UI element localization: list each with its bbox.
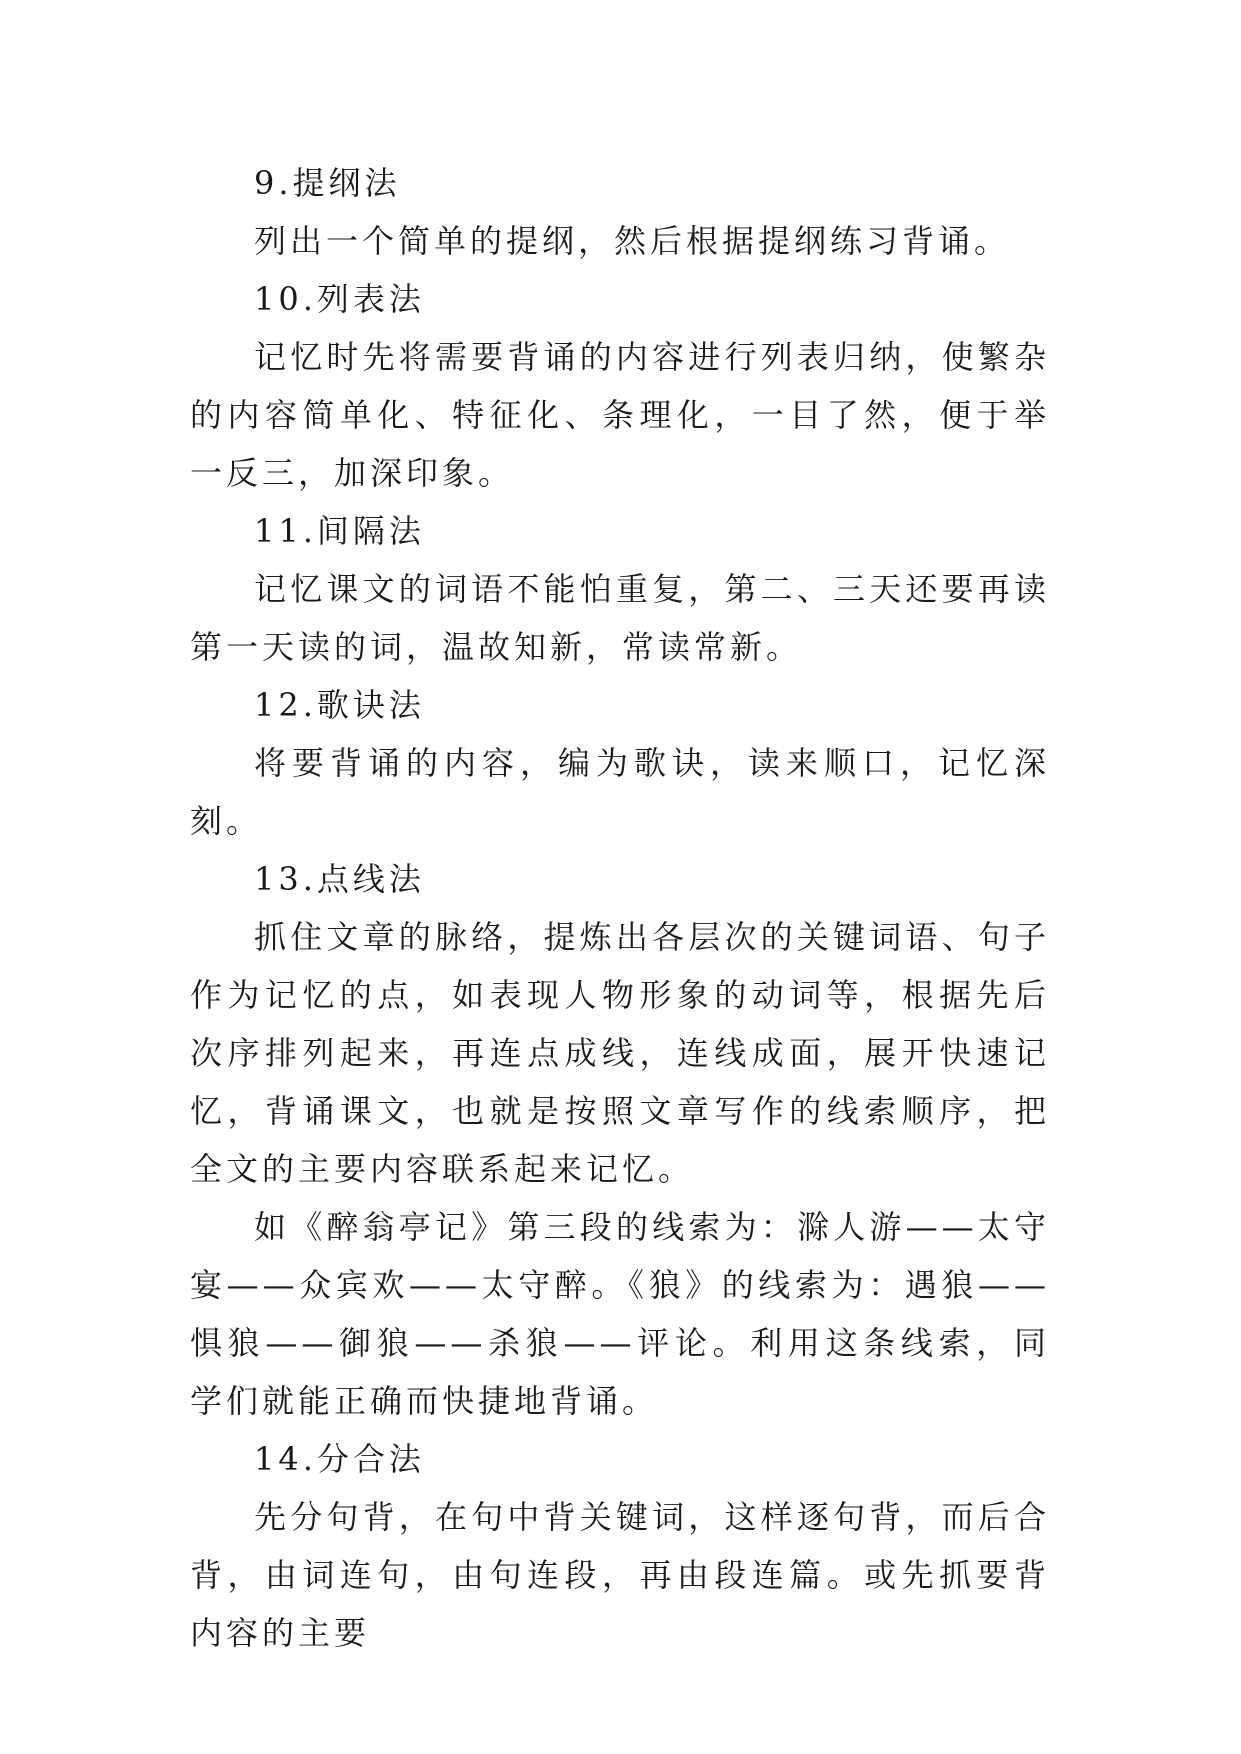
section-heading-14: 14.分合法	[254, 1440, 425, 1478]
section-heading-12: 12.歌诀法	[254, 686, 425, 724]
section-heading-13: 13.点线法	[254, 860, 425, 898]
section-body-14: 先分句背，在句中背关键词，这样逐句背，而后合背，由词连句，由句连段，再由段连篇。或先抓要背内容的主要	[190, 1498, 1050, 1652]
document-body	[190, 154, 1050, 1662]
section-body-10: 记忆时先将需要背诵的内容进行列表归纳，使繁杂的内容简单化、特征化、条理化，一目了然，便于举一反三，加深印象。	[190, 338, 1050, 492]
section-body-12: 将要背诵的内容，编为歌诀，读来顺口，记忆深刻。	[190, 744, 1050, 840]
section-body-13: 抓住文章的脉络，提炼出各层次的关键词语、句子作为记忆的点，如表现人物形象的动词等，根据先后次序排列起来，再连点成线，连线成面，展开快速记忆，背诵课文，也就是按照文章写作的线索顺序，把全文的主要内容联系起来记忆。	[190, 918, 1050, 1188]
section-body-11: 记忆课文的词语不能怕重复，第二、三天还要再读第一天读的词，温故知新，常读常新。	[190, 570, 1050, 666]
section-heading-10: 10.列表法	[254, 280, 425, 318]
section-heading-11: 11.间隔法	[254, 512, 425, 550]
section-body-9: 列出一个简单的提纲，然后根据提纲练习背诵。	[254, 222, 1011, 260]
section-heading-9: 9.提纲法	[254, 164, 401, 202]
section-example-13: 如《醉翁亭记》第三段的线索为：滁人游——太守宴——众宾欢——太守醉。《狼》的线索为：遇狼——惧狼——御狼——杀狼——评论。利用这条线索，同学们就能正确而快捷地背诵。	[190, 1208, 1050, 1420]
